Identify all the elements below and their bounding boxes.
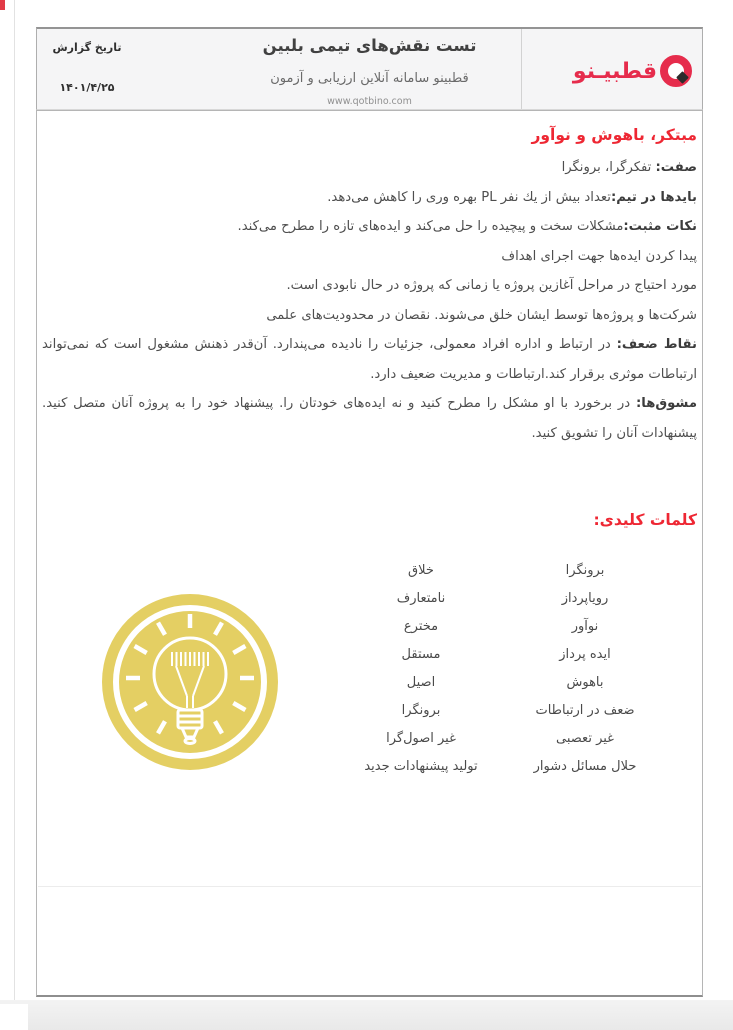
report-body — [36, 110, 703, 997]
line-label: نکات مثبت: — [623, 219, 697, 234]
line-text: پیدا کردن ایده‌ها جهت اجرای اهداف — [501, 248, 697, 264]
report-header — [36, 27, 703, 110]
line-text: تفکرگرا، برونگرا — [561, 160, 656, 175]
report-line — [42, 389, 697, 448]
report-line — [42, 212, 697, 242]
keyword: باهوش — [566, 675, 604, 690]
keywords-column-right — [475, 557, 695, 781]
report-line — [42, 271, 697, 301]
line-text: مشکلات سخت و پیچیده را حل می‌کند و ایده‌های تازه را مطرح می‌کند. — [237, 219, 624, 234]
keyword: خلاق — [408, 563, 434, 578]
report-date-label: تاریخ گزارش — [52, 41, 122, 54]
role-heading: مبتکر، باهوش و نوآور — [531, 126, 697, 144]
report-line — [42, 153, 697, 183]
page-subtitle: قطبینو سامانه آنلاین ارزیابی و آزمون — [270, 71, 469, 86]
line-text: در برخورد با او مشکل را مطرح کنید و نه ایده‌های خودتان را. پیشنهاد خود را به پروژه آنان متصل کنید. پیشنهادات آنان را تشویق کنید. — [42, 396, 697, 441]
keyword: نامتعارف — [396, 591, 446, 606]
line-text: تعداد بیش از یك نفر PL بهره وری را كاهش می‌دهد. — [327, 189, 611, 205]
keyword: مخترع — [403, 619, 439, 634]
qotbino-logo — [573, 55, 692, 87]
keyword: غیر اصول‌گرا — [386, 731, 456, 746]
lightbulb-icon — [102, 594, 278, 770]
keyword: اصیل — [406, 675, 436, 690]
line-text: در ارتباط و اداره افراد معمولی، جزئیات را نادیده می‌پندارد. آن‌قدر ذهنش مشغول است که نمی‌تواند ارتباطات موثری برقرار کند.ارتباطات و مدیریت ضعیف دارد. — [42, 337, 697, 382]
report-line — [42, 183, 697, 213]
keyword: نوآور — [571, 619, 599, 634]
keyword: غیر تعصبی — [556, 731, 614, 746]
keyword: ضعف در ارتباطات — [535, 703, 635, 718]
keywords-heading: کلمات کلیدی: — [593, 511, 697, 529]
report-line — [42, 330, 697, 389]
report-date-block — [37, 29, 137, 109]
keyword: ایده پرداز — [559, 647, 611, 662]
keyword: تولید پیشنهادات جدید — [364, 759, 478, 774]
report-line — [42, 301, 697, 331]
page-bottom-notch — [0, 1004, 28, 1030]
qotbino-q-icon — [660, 55, 692, 87]
line-text: شرکت‌ها و پروژه‌ها توسط ایشان خلق می‌شوند. نقصان در محدودیت‌های علمی — [266, 307, 697, 323]
qotbino-logo-text: قطبیـنو — [572, 58, 657, 84]
keywords-column-left — [341, 557, 501, 781]
line-label: صفت: — [655, 160, 697, 175]
line-text: مورد احتیاج در مراحل آغازین پروژه یا زمانی که پروژه در حال نابودی است. — [286, 278, 697, 293]
website-url: www.qotbino.com — [327, 96, 412, 107]
bottom-divider-line — [38, 886, 701, 887]
page-left-edge — [14, 0, 15, 1002]
keyword: برونگرا — [565, 563, 605, 578]
line-label: بایدها در تیم: — [610, 189, 697, 205]
keyword: برونگرا — [401, 703, 441, 718]
header-divider — [521, 29, 522, 109]
page-title: تست نقش‌های تیمی بلبین — [262, 36, 477, 55]
report-line — [42, 242, 697, 272]
keyword: حلال مسائل دشوار — [533, 759, 637, 774]
line-label: نقاط ضعف: — [616, 337, 697, 352]
corner-red-mark — [0, 0, 5, 10]
keyword: مستقل — [401, 647, 441, 662]
q-icon-tail — [676, 71, 689, 84]
page-bottom-strip — [0, 1000, 733, 1030]
lightbulb-badge — [102, 594, 278, 770]
report-date-value: ۱۴۰۱/۴/۲۵ — [59, 81, 115, 94]
keyword: رویاپرداز — [561, 591, 609, 606]
line-label: مشوق‌ها: — [635, 396, 697, 411]
